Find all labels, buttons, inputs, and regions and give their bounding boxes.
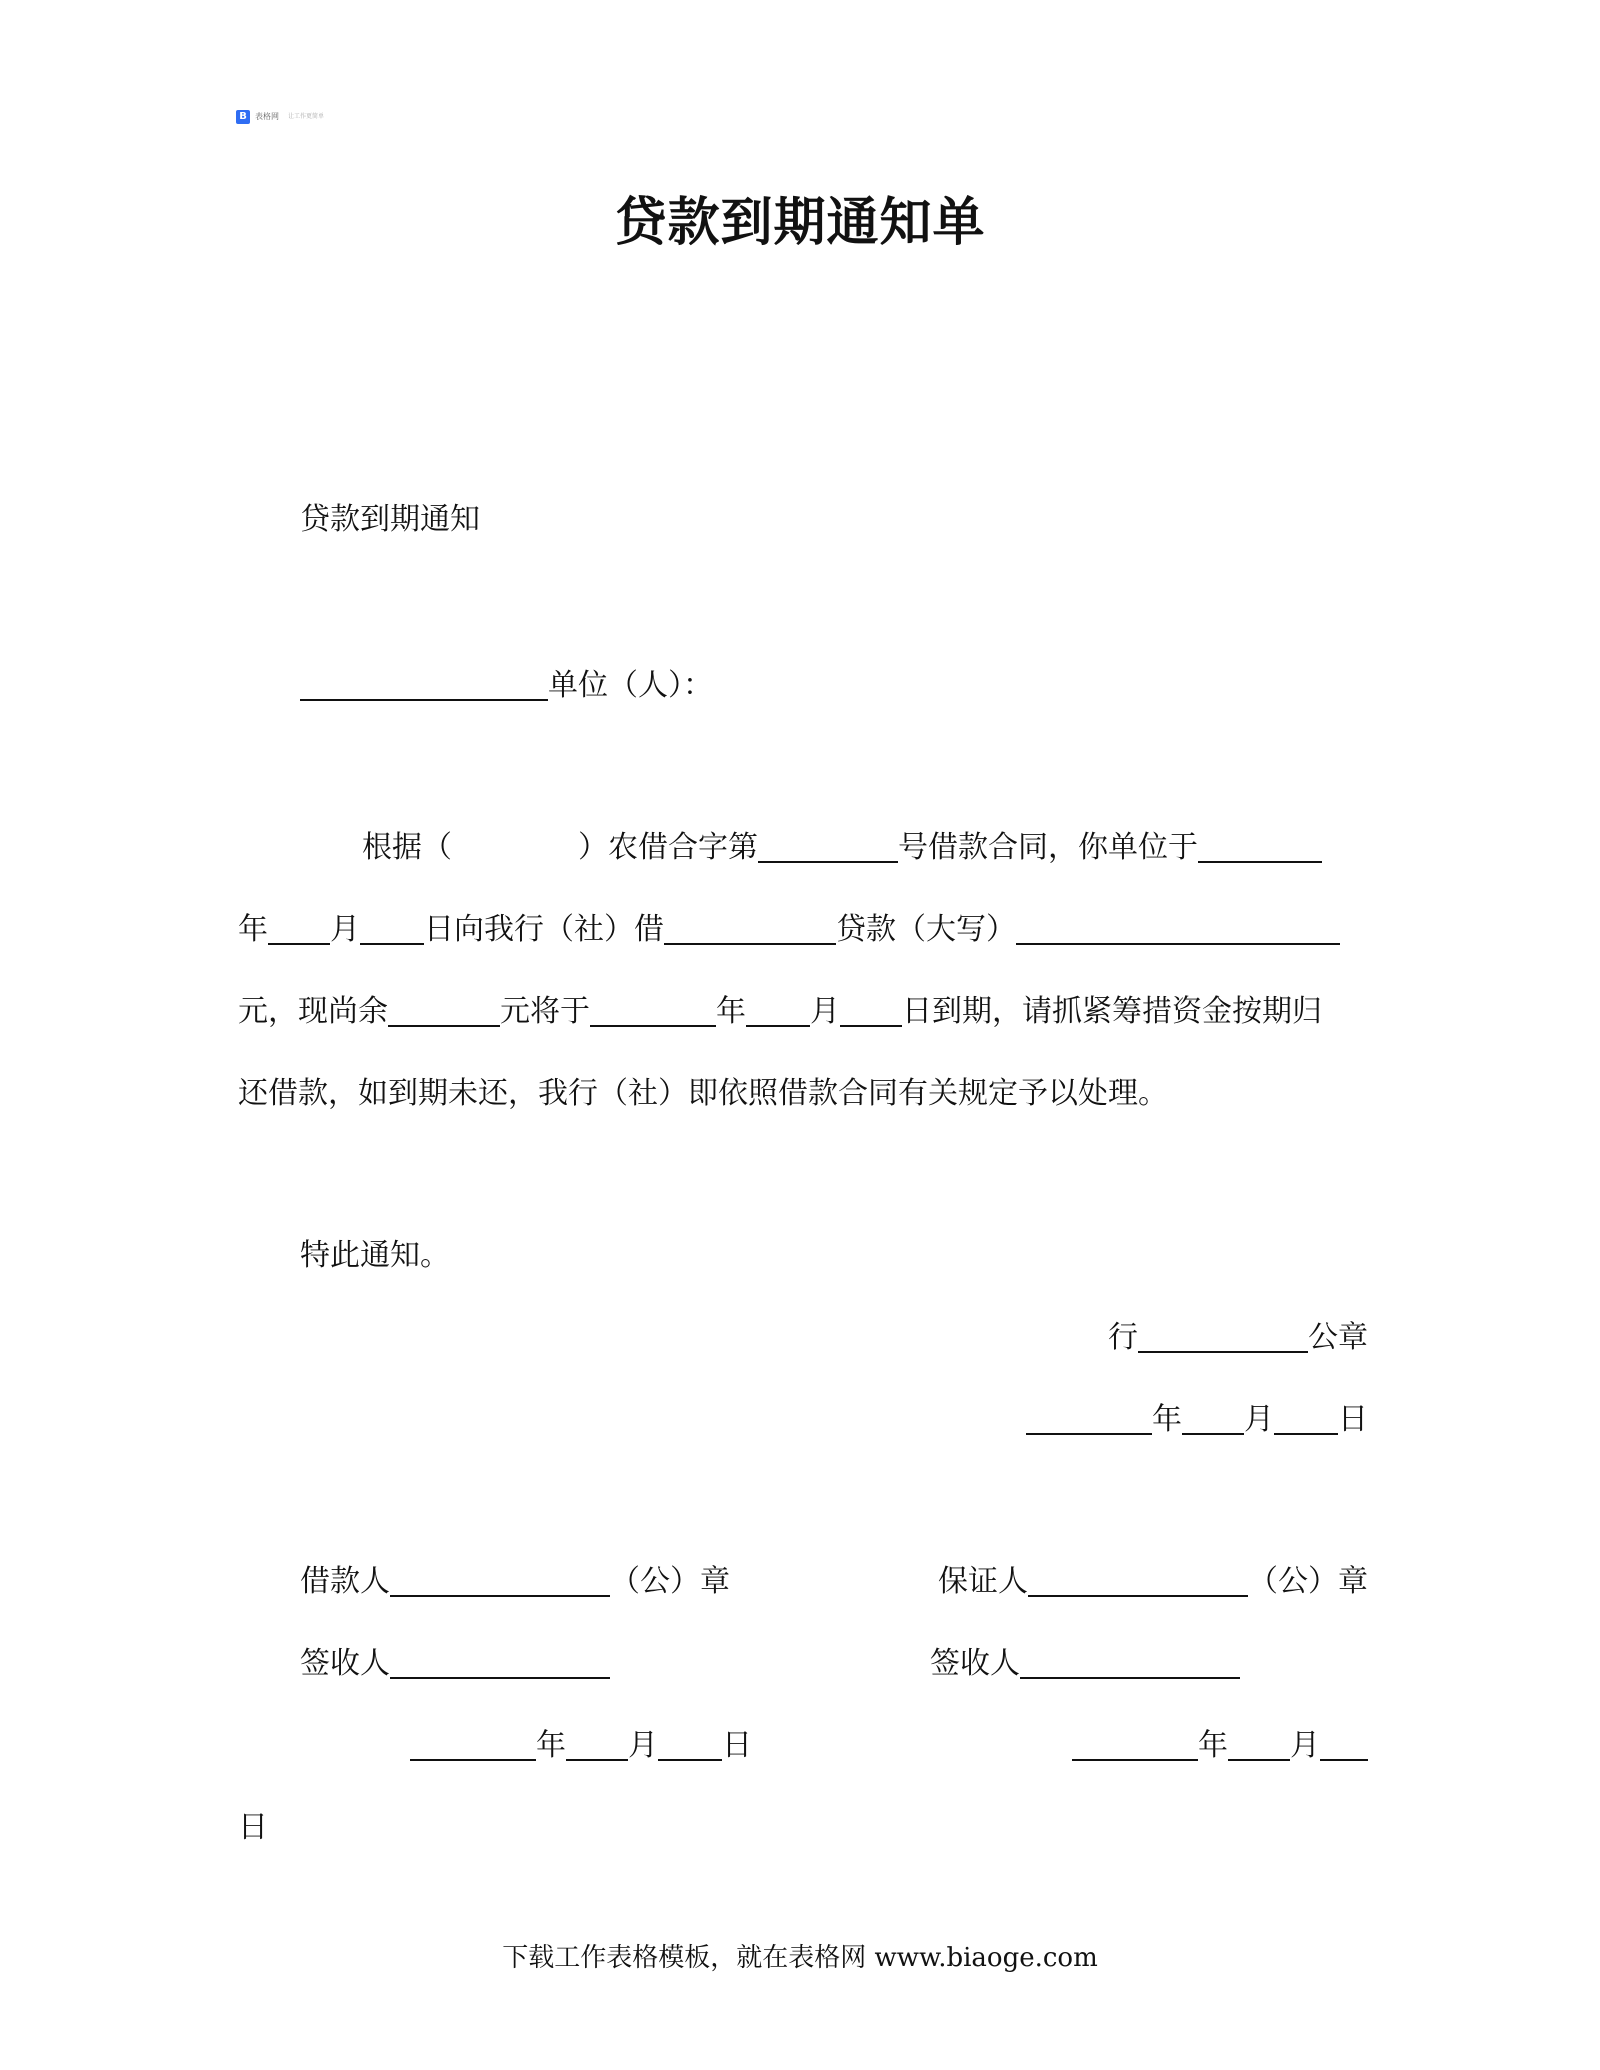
body-text: ）农借合字第 — [578, 830, 758, 865]
logo-mark-icon: B — [236, 110, 250, 124]
borrower-line — [300, 1562, 730, 1602]
bank-date-line — [1026, 1400, 1368, 1440]
body-text: 月 — [810, 994, 840, 1029]
loan-year-blank[interactable] — [1198, 831, 1322, 863]
body-text: 年 — [716, 994, 746, 1029]
remaining-amount-blank[interactable] — [388, 995, 500, 1027]
bank-name-blank[interactable] — [1138, 1321, 1308, 1353]
bank-seal-prefix: 行 — [1108, 1320, 1138, 1355]
guarantor-date-month-blank[interactable] — [1228, 1729, 1290, 1761]
loan-type-blank[interactable] — [664, 913, 836, 945]
bank-date-month-blank[interactable] — [1182, 1403, 1244, 1435]
notice-closing: 特此通知。 — [300, 1238, 450, 1273]
bank-date-day-blank[interactable] — [1274, 1403, 1338, 1435]
guarantor-signer-line — [930, 1644, 1240, 1684]
guarantor-date-line — [1072, 1726, 1368, 1766]
recipient-suffix: 单位（人）： — [548, 668, 713, 703]
recipient-line — [300, 666, 713, 706]
guarantor-blank[interactable] — [1028, 1565, 1248, 1597]
date-month-label: 月 — [1290, 1728, 1320, 1763]
body-line-2 — [238, 910, 1340, 950]
loan-day-blank[interactable] — [360, 913, 424, 945]
site-logo — [236, 110, 324, 124]
body-text: 根据（ — [362, 830, 452, 865]
borrower-label: 借款人 — [300, 1564, 390, 1599]
date-day-label: 日 — [1338, 1402, 1368, 1437]
recipient-blank[interactable] — [300, 669, 548, 701]
loan-month-blank[interactable] — [268, 913, 330, 945]
body-line-3 — [238, 992, 1322, 1032]
body-text: 月 — [330, 912, 360, 947]
date-year-label: 年 — [536, 1728, 566, 1763]
bank-date-year-blank[interactable] — [1026, 1403, 1152, 1435]
bank-seal-suffix: 公章 — [1308, 1320, 1368, 1355]
date-month-label: 月 — [628, 1728, 658, 1763]
body-text: 年 — [238, 912, 268, 947]
contract-number-blank[interactable] — [758, 831, 898, 863]
date-month-label: 月 — [1244, 1402, 1274, 1437]
body-text: 号借款合同，你单位于 — [898, 830, 1198, 865]
due-day-blank[interactable] — [840, 995, 902, 1027]
borrower-blank[interactable] — [390, 1565, 610, 1597]
guarantor-signer-blank[interactable] — [1020, 1647, 1240, 1679]
guarantor-seal: （公）章 — [1248, 1564, 1368, 1599]
body-text: 元，现尚余 — [238, 994, 388, 1029]
date-year-label: 年 — [1198, 1728, 1228, 1763]
body-text: 元将于 — [500, 994, 590, 1029]
logo-name: 表格网 — [255, 112, 279, 121]
borrower-date-month-blank[interactable] — [566, 1729, 628, 1761]
date-day-label: 日 — [722, 1728, 752, 1763]
body-text: 日到期，请抓紧筹措资金按期归 — [902, 994, 1322, 1029]
due-year-blank[interactable] — [590, 995, 716, 1027]
borrower-date-line — [410, 1726, 752, 1766]
guarantor-signer-label: 签收人 — [930, 1646, 1020, 1681]
logo-tagline: 让工作更简单 — [288, 113, 325, 120]
borrower-signer-line — [300, 1644, 610, 1684]
footer-text: 下载工作表格模板，就在表格网 www.biaoge.com — [502, 1943, 1098, 1973]
body-text: 贷款（大写） — [836, 912, 1016, 947]
borrower-date-day-blank[interactable] — [658, 1729, 722, 1761]
due-month-blank[interactable] — [746, 995, 810, 1027]
body-text: 日向我行（社）借 — [424, 912, 664, 947]
guarantor-label: 保证人 — [938, 1564, 1028, 1599]
guarantor-line — [938, 1562, 1368, 1602]
date-year-label: 年 — [1152, 1402, 1182, 1437]
amount-in-words-blank[interactable] — [1016, 913, 1340, 945]
notice-heading: 贷款到期通知 — [300, 502, 480, 537]
document-title: 贷款到期通知单 — [614, 193, 986, 253]
bank-seal-line — [1108, 1318, 1368, 1358]
borrower-date-year-blank[interactable] — [410, 1729, 536, 1761]
guarantor-date-day-blank[interactable] — [1320, 1729, 1368, 1761]
guarantor-date-year-blank[interactable] — [1072, 1729, 1198, 1761]
borrower-signer-label: 签收人 — [300, 1646, 390, 1681]
body-line-4: 还借款，如到期未还，我行（社）即依照借款合同有关规定予以处理。 — [238, 1076, 1168, 1111]
body-line-1 — [362, 828, 1322, 868]
borrower-seal: （公）章 — [610, 1564, 730, 1599]
borrower-signer-blank[interactable] — [390, 1647, 610, 1679]
guarantor-date-day-label: 日 — [238, 1810, 268, 1845]
